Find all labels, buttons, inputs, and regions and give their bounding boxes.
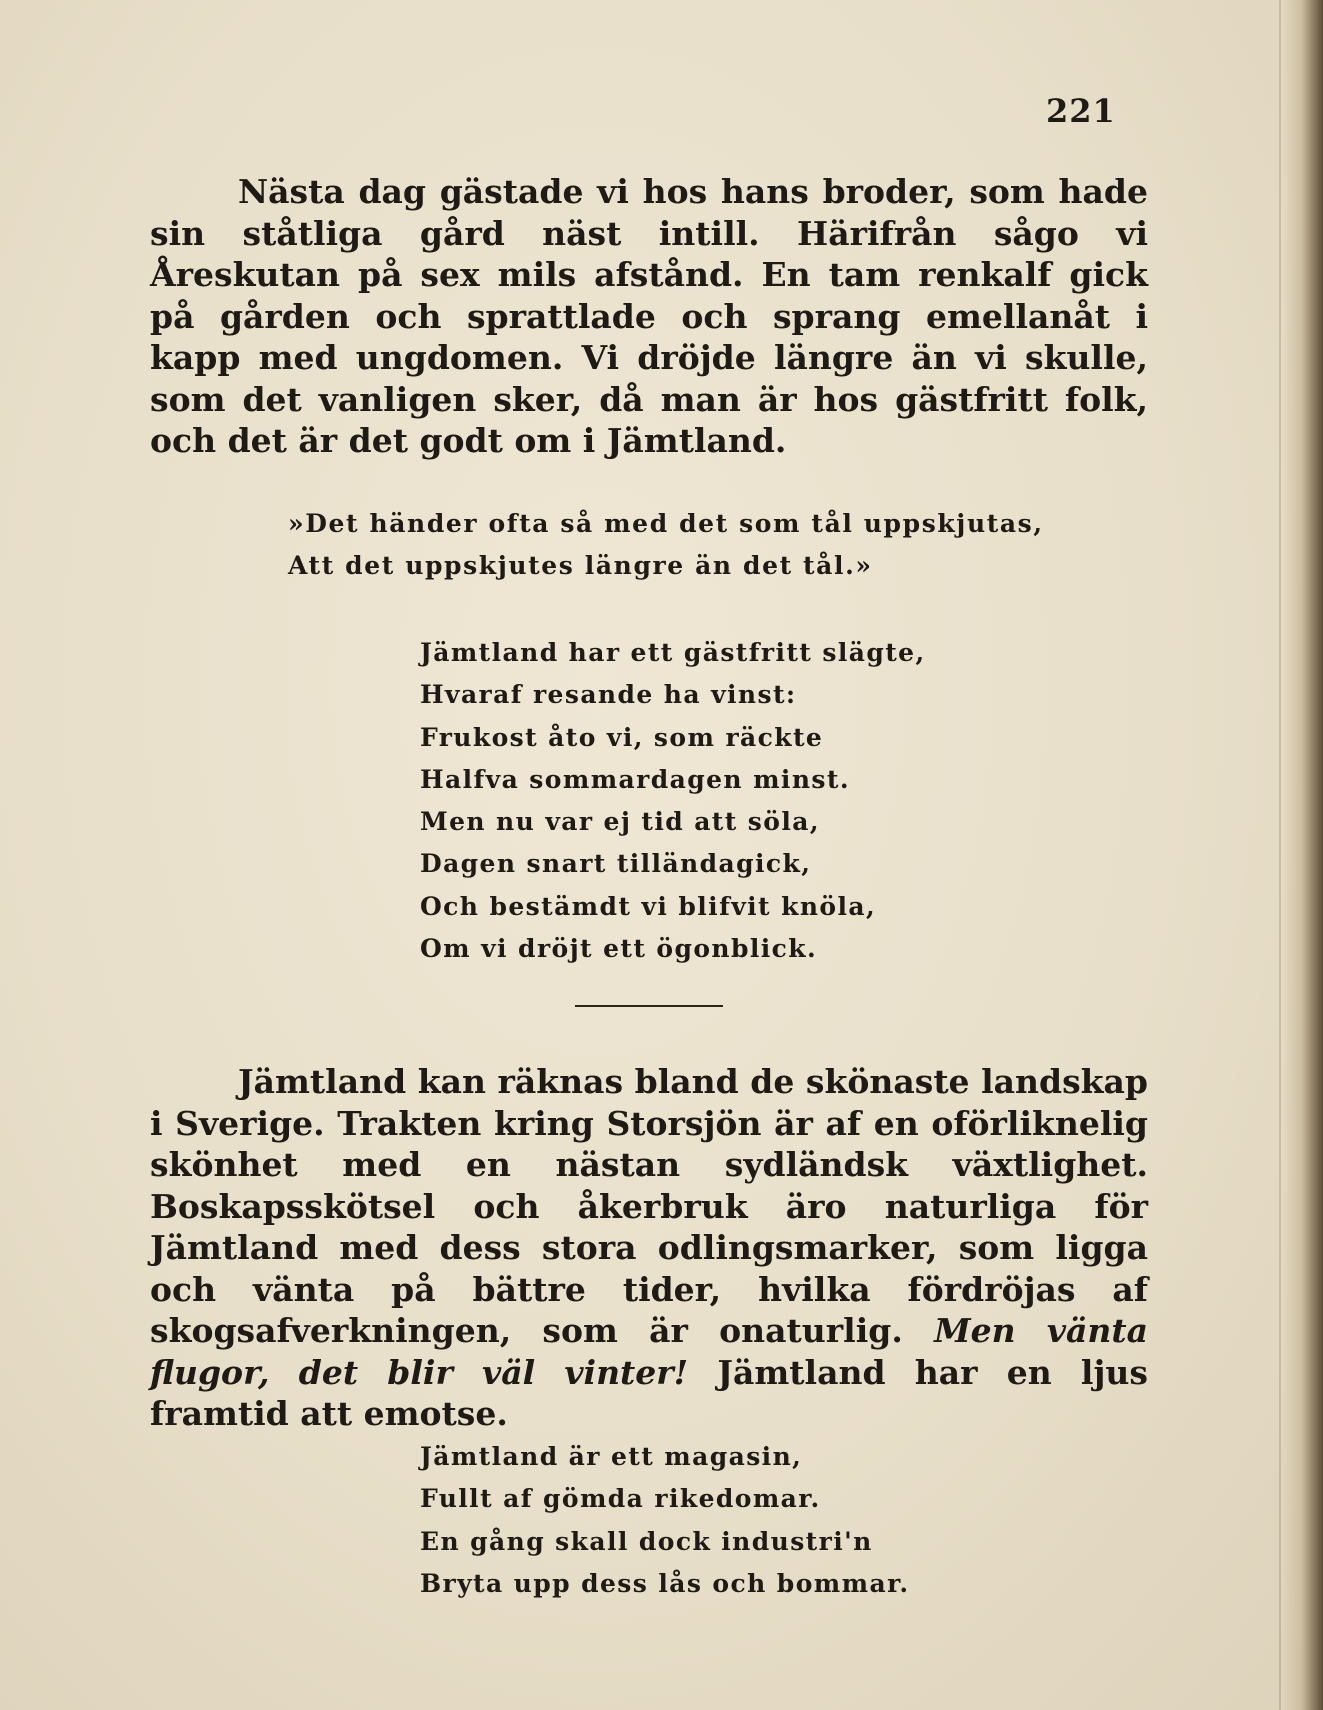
section-divider: [575, 1005, 723, 1007]
verse-line: Och bestämdt vi blifvit knöla,: [420, 891, 877, 921]
verse-1: [420, 632, 926, 970]
verse-line: Hvaraf resande ha vinst:: [420, 680, 797, 710]
page-edge-shadow: [1283, 0, 1323, 1710]
page-fold-shadow: [1279, 0, 1281, 1710]
verse-line: Men nu var ej tid att söla,: [420, 807, 820, 837]
verse-line: Om vi dröjt ett ögonblick.: [420, 934, 818, 964]
verse-line: Jämtland är ett magasin,: [420, 1442, 803, 1471]
verse-line: Jämtland har ett gästfritt slägte,: [420, 638, 926, 667]
quote-block: [288, 503, 1044, 587]
verse-line: Frukost åto vi, som räckte: [420, 722, 824, 752]
verse-line: Fullt af gömda rikedomar.: [420, 1484, 821, 1514]
page-number: 221: [1046, 92, 1116, 130]
verse-line: Bryta upp dess lås och bommar.: [420, 1568, 910, 1598]
verse-line: Halfva sommardagen minst.: [420, 764, 850, 794]
verse-2: [420, 1436, 909, 1605]
paragraph-1: Nästa dag gästade vi hos hans broder, som hade sin ståtliga gård näst intill. Härifrån sågo vi Åreskutan på sex mils afstånd. En tam renkalf gick på gården och sprattlade och sprang emellanåt i kapp med ungdomen. Vi dröjde längre än vi skulle, som det vanligen sker, då man är hos gästfritt folk, och det är det godt om i Jämtland.: [150, 172, 1148, 460]
quote-line: »Det händer ofta så med det som tål uppskjutas,: [288, 509, 1044, 538]
paragraph-2-text-end: Jämtland har en ljus framtid att emotse.: [150, 1352, 1148, 1433]
paragraph-2: [150, 1061, 1148, 1435]
verse-line: Dagen snart tilländagick,: [420, 849, 812, 879]
paragraph-2-italic: Men vänta flugor, det blir väl vinter!: [150, 1311, 1148, 1392]
paragraph-2-text: Jämtland kan räknas bland de skönaste landskap i Sverige. Trakten kring Storsjön är af en oförliknelig skönhet med en nästan sydländsk växtlighet. Boskapsskötsel och åkerbruk äro naturliga för Jämtland med dess stora odlingsmarker, som ligga och vänta på bättre tider, hvilka fördröjas af skogsafverkningen, som är onaturlig.: [150, 1062, 1148, 1350]
quote-line: Att det uppskjutes längre än det tål.»: [288, 551, 873, 580]
verse-line: En gång skall dock industri'n: [420, 1526, 873, 1556]
